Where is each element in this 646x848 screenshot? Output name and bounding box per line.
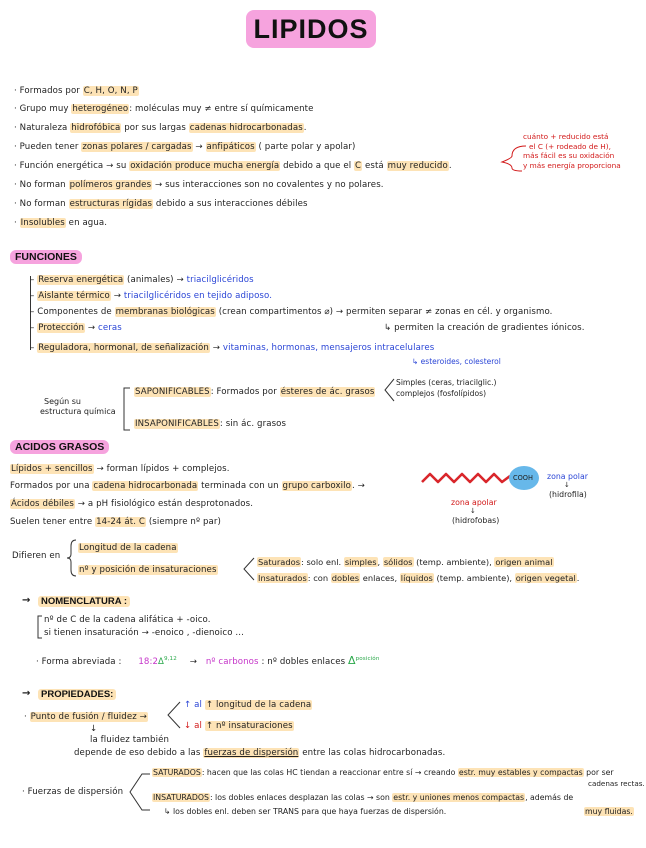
note-bracket [500,144,530,172]
acidos-line-1: Lípidos + sencillos → forman lípidos + complejos. [11,464,230,474]
acidos-line-3: Ácidos débiles → a pH fisiológico están desprotonados. [11,499,254,509]
clasificacion-bracket [120,386,132,432]
nomenclatura-bracket [36,614,44,640]
funcion-reguladora: – Reguladora, hormonal, de señalización → vitaminas, hormonas, mensajeros intracelulares [30,343,435,353]
saturados-line: Saturados: solo enl. simples, sólidos (temp. ambiente), origen animal [258,557,553,567]
acidos-heading: ACIDOS GRASOS [10,440,109,454]
zona-polar-sub: (hidrofila) [549,490,587,499]
page-title: LIPIDOS [246,10,376,48]
zona-apolar-sub: (hidrofobas) [452,516,500,525]
saponificables-bracket [382,377,396,403]
fd-saturados-cont: cadenas rectas. [588,779,645,788]
funcion-proteccion: – Protección → ceras [30,323,122,333]
intro-line-3: · Naturaleza hidrofóbica por sus largas cadenas hidrocarbonadas. [14,123,307,133]
nomenclatura-line-2: si tienen insaturación → -enoico , -dienoico ... [44,628,244,638]
intro-line-1: · Formados por C, H, O, N, P [14,86,138,96]
intro-line-2: · Grupo muy heterogéneo: moléculas muy ≠ entre sí químicamente [14,104,314,114]
fuerzas-bracket [126,772,152,812]
reduction-note: cuánto + reducido está el C (+ rodeado de H), más fácil es su oxidación y más energía proporciona [523,132,621,170]
difieren-label: Difieren en [12,551,61,561]
intro-line-5: · Función energética → su oxidación produce mucha energía debido a que el C está muy reducido. [14,161,452,171]
fd-insaturados-note: ↳ los dobles enl. deben ser TRANS para que haya fuerzas de dispersión. [164,807,447,816]
funcion-membranas: – Componentes de membranas biológicas (crean compartimentos ⌀) → permiten separar ≠ zonas en cél. y organismo. [30,307,553,317]
saponificables: SAPONIFICABLES: Formados por ésteres de ác. grasos [135,387,375,397]
nomenclatura-line-1: nº de C de la cadena alifática + -oico. [44,615,211,625]
propiedades-arrow: → [22,688,31,699]
zona-apolar-arrow: ↓ [470,507,476,515]
insaturaciones-bracket [240,556,256,582]
zona-polar-arrow: ↓ [564,481,570,489]
insaponificables: INSAPONIFICABLES: sin ác. grasos [135,419,287,429]
funcion-reguladora-note: ↳ esteroides, colesterol [412,357,501,366]
segun-estructura: Según su estructura química [40,397,116,416]
intro-line-8: · Insolubles en agua. [14,218,108,228]
zona-apolar-label: zona apolar [451,498,497,507]
fusion-up: ↑ al ↑ longitud de la cadena [184,700,312,710]
fd-insaturados: INSATURADOS: los dobles enlaces desplazan las colas → son estr. y uniones menos compactas, además de [153,793,574,802]
punto-fusion: · Punto de fusión / fluidez → [24,712,147,722]
acidos-line-4: Suelen tener entre 14-24 át. C (siempre nº par) [10,517,221,527]
zona-polar-label: zona polar [547,472,588,481]
fd-insaturados-cont: muy fluidas. [585,807,633,816]
depende-text: depende de eso debido a las fuerzas de dispersión entre las colas hidrocarbonadas. [74,748,446,758]
hydrocarbon-chain [422,474,510,482]
funcion-membranas-note: ↳ permiten la creación de gradientes iónicos. [384,323,585,333]
nomenclatura-heading: NOMENCLATURA : [38,596,130,607]
fuerzas-dispersion: · Fuerzas de dispersión [22,787,124,797]
funcion-reserva: – Reserva energética (animales) → triacilglicéridos [30,275,254,285]
nomenclatura-arrow: → [22,595,31,606]
fusion-down: ↓ al ↑ nº insaturaciones [184,721,293,731]
difieren-insaturaciones: nº y posición de insaturaciones [79,565,217,575]
cooh-label: COOH [513,474,533,482]
punto-fusion-bracket [164,700,182,730]
funcion-aislante: – Aislante térmico → triacilglicéridos en tejido adiposo. [30,291,273,301]
fd-saturados: SATURADOS: hacen que las colas HC tiendan a reaccionar entre sí → creando estr. muy estables y compactas por ser [153,768,614,777]
fluidez-arrow: ↓ [90,724,98,734]
saponificables-list: Simples (ceras, triacilglic.) complejos (fosfolípidos) [396,378,497,398]
intro-line-7: · No forman estructuras rígidas debido a sus interacciones débiles [14,199,308,209]
acidos-line-2: Formados por una cadena hidrocarbonada terminada con un grupo carboxilo. → [10,481,365,491]
intro-line-6: · No forman polímeros grandes → sus interacciones son no covalentes y no polares. [14,180,384,190]
fluidez-text: la fluidez también [90,735,170,745]
insaturados-line: Insaturados: con dobles enlaces, líquidos (temp. ambiente), origen vegetal. [258,573,580,583]
difieren-longitud: Longitud de la cadena [79,543,177,553]
difieren-bracket [66,538,78,578]
forma-abreviada: · Forma abreviada : $18:2\Delta^{9,12}$ → nº carbonos : nº dobles enlaces $\Delta^{posición}$ [36,654,380,667]
funciones-heading: FUNCIONES [10,250,82,264]
propiedades-heading: PROPIEDADES: [38,689,116,700]
intro-line-4: · Pueden tener zonas polares / cargadas → anfipáticos ( parte polar y apolar) [14,142,356,152]
